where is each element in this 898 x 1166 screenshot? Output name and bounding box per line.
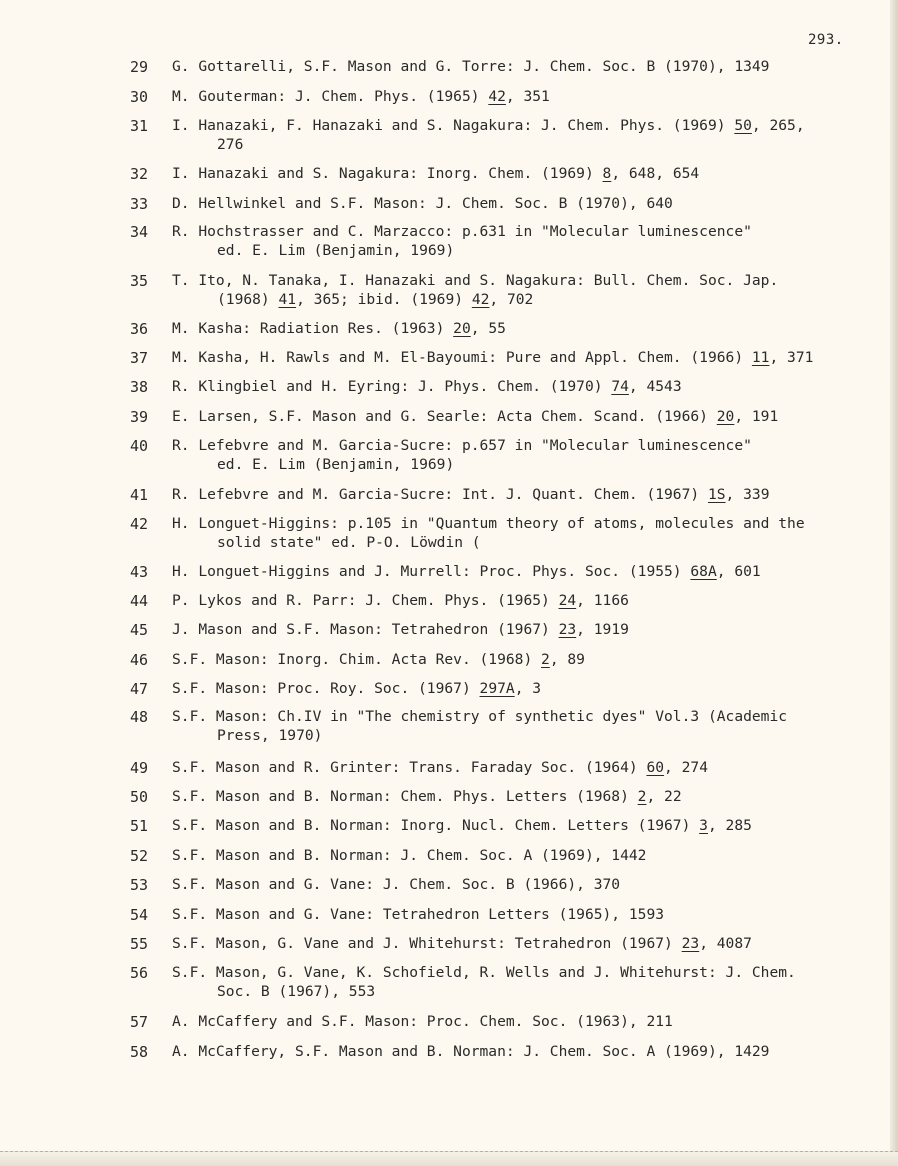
reference-text <box>172 592 894 611</box>
reference-text <box>172 88 894 107</box>
page-bottom-edge <box>0 1151 898 1166</box>
reference-text <box>172 515 894 552</box>
reference-line: S.F. Mason and B. Norman: Chem. Phys. Letters (1968) 2, 22 <box>172 788 682 805</box>
reference-line: M. Kasha: Radiation Res. (1963) 20, 55 <box>172 320 506 337</box>
reference-text <box>172 117 894 154</box>
reference-number: 40 <box>130 437 149 455</box>
reference-number: 31 <box>130 117 149 135</box>
reference-text <box>172 906 894 925</box>
reference-text <box>172 486 894 505</box>
reference-line: S.F. Mason and R. Grinter: Trans. Faraday Soc. (1964) 60, 274 <box>172 759 708 776</box>
reference-number: 56 <box>130 964 149 982</box>
reference-line: R. Hochstrasser and C. Marzacco: p.631 in "Molecular luminescence" <box>172 223 752 240</box>
reference-text <box>172 195 894 214</box>
reference-line: A. McCaffery and S.F. Mason: Proc. Chem. Soc. (1963), 211 <box>172 1013 673 1030</box>
reference-text <box>172 1013 894 1032</box>
reference-number: 47 <box>130 680 149 698</box>
reference-text <box>172 876 894 895</box>
reference-line: I. Hanazaki, F. Hanazaki and S. Nagakura: J. Chem. Phys. (1969) 50, 265, <box>172 117 805 134</box>
reference-number: 43 <box>130 563 149 581</box>
reference-line: R. Lefebvre and M. Garcia-Sucre: p.657 in "Molecular luminescence" <box>172 437 752 454</box>
reference-line: R. Lefebvre and M. Garcia-Sucre: Int. J. Quant. Chem. (1967) 1S, 339 <box>172 486 770 503</box>
reference-number: 48 <box>130 708 149 726</box>
reference-text <box>172 708 894 745</box>
reference-text <box>172 349 894 368</box>
reference-text <box>172 621 894 640</box>
reference-number: 34 <box>130 223 149 241</box>
reference-text <box>172 847 894 866</box>
reference-number: 55 <box>130 935 149 953</box>
reference-text <box>172 272 894 309</box>
reference-text <box>172 563 894 582</box>
reference-line: S.F. Mason and B. Norman: J. Chem. Soc. A (1969), 1442 <box>172 847 647 864</box>
reference-number: 53 <box>130 876 149 894</box>
reference-line: R. Klingbiel and H. Eyring: J. Phys. Chem. (1970) 74, 4543 <box>172 378 682 395</box>
reference-number: 36 <box>130 320 149 338</box>
reference-line: S.F. Mason and B. Norman: Inorg. Nucl. Chem. Letters (1967) 3, 285 <box>172 817 752 834</box>
reference-line: S.F. Mason, G. Vane and J. Whitehurst: Tetrahedron (1967) 23, 4087 <box>172 935 752 952</box>
reference-text <box>172 788 894 807</box>
reference-text <box>172 223 894 260</box>
reference-continuation-line: Press, 1970) <box>217 726 323 744</box>
reference-text <box>172 935 894 954</box>
reference-continuation-line: ed. E. Lim (Benjamin, 1969) <box>217 455 455 473</box>
reference-number: 46 <box>130 651 149 669</box>
reference-number: 51 <box>130 817 149 835</box>
reference-number: 44 <box>130 592 149 610</box>
reference-number: 35 <box>130 272 149 290</box>
reference-continuation-line: ed. E. Lim (Benjamin, 1969) <box>217 241 455 259</box>
reference-text <box>172 680 894 699</box>
reference-number: 37 <box>130 349 149 367</box>
reference-text <box>172 378 894 397</box>
reference-line: S.F. Mason and G. Vane: J. Chem. Soc. B (1966), 370 <box>172 876 621 893</box>
reference-number: 32 <box>130 165 149 183</box>
reference-text <box>172 165 894 184</box>
reference-number: 38 <box>130 378 149 396</box>
reference-line: M. Gouterman: J. Chem. Phys. (1965) 42, 351 <box>172 88 550 105</box>
reference-line: D. Hellwinkel and S.F. Mason: J. Chem. Soc. B (1970), 640 <box>172 195 673 212</box>
reference-number: 49 <box>130 759 149 777</box>
reference-line: A. McCaffery, S.F. Mason and B. Norman: J. Chem. Soc. A (1969), 1429 <box>172 1043 770 1060</box>
reference-number: 45 <box>130 621 149 639</box>
reference-number: 57 <box>130 1013 149 1031</box>
reference-text <box>172 1043 894 1062</box>
reference-number: 54 <box>130 906 149 924</box>
reference-line: E. Larsen, S.F. Mason and G. Searle: Acta Chem. Scand. (1966) 20, 191 <box>172 408 779 425</box>
reference-number: 30 <box>130 88 149 106</box>
reference-line: J. Mason and S.F. Mason: Tetrahedron (1967) 23, 1919 <box>172 621 629 638</box>
reference-number: 52 <box>130 847 149 865</box>
reference-continuation-line: solid state" ed. P-O. Löwdin ( <box>217 533 481 551</box>
reference-line: G. Gottarelli, S.F. Mason and G. Torre: J. Chem. Soc. B (1970), 1349 <box>172 58 770 75</box>
reference-number: 33 <box>130 195 149 213</box>
reference-number: 41 <box>130 486 149 504</box>
reference-text <box>172 408 894 427</box>
reference-line: S.F. Mason: Ch.IV in "The chemistry of synthetic dyes" Vol.3 (Academic <box>172 708 788 725</box>
reference-continuation-line: Soc. B (1967), 553 <box>217 982 376 1000</box>
reference-text <box>172 651 894 670</box>
reference-text <box>172 58 894 77</box>
reference-number: 42 <box>130 515 149 533</box>
reference-text <box>172 964 894 1001</box>
reference-line: S.F. Mason, G. Vane, K. Schofield, R. Wells and J. Whitehurst: J. Chem. <box>172 964 796 981</box>
reference-number: 58 <box>130 1043 149 1061</box>
reference-text <box>172 817 894 836</box>
reference-line: H. Longuet-Higgins and J. Murrell: Proc. Phys. Soc. (1955) 68A, 601 <box>172 563 761 580</box>
reference-text <box>172 437 894 474</box>
reference-text <box>172 320 894 339</box>
reference-line: S.F. Mason: Proc. Roy. Soc. (1967) 297A, 3 <box>172 680 542 697</box>
reference-line: P. Lykos and R. Parr: J. Chem. Phys. (1965) 24, 1166 <box>172 592 629 609</box>
reference-number: 39 <box>130 408 149 426</box>
reference-line: S.F. Mason and G. Vane: Tetrahedron Letters (1965), 1593 <box>172 906 665 923</box>
page-number: 293. <box>808 32 844 48</box>
reference-line: S.F. Mason: Inorg. Chim. Acta Rev. (1968) 2, 89 <box>172 651 585 668</box>
reference-continuation-line: 276 <box>217 135 244 153</box>
reference-line: I. Hanazaki and S. Nagakura: Inorg. Chem. (1969) 8, 648, 654 <box>172 165 700 182</box>
reference-line: T. Ito, N. Tanaka, I. Hanazaki and S. Nagakura: Bull. Chem. Soc. Jap. <box>172 272 779 289</box>
reference-number: 29 <box>130 58 149 76</box>
reference-line: H. Longuet-Higgins: p.105 in "Quantum theory of atoms, molecules and the <box>172 515 805 532</box>
reference-line: M. Kasha, H. Rawls and M. El-Bayoumi: Pure and Appl. Chem. (1966) 11, 371 <box>172 349 814 366</box>
reference-continuation-line: (1968) 41, 365; ibid. (1969) 42, 702 <box>217 290 534 308</box>
reference-text <box>172 759 894 778</box>
reference-number: 50 <box>130 788 149 806</box>
